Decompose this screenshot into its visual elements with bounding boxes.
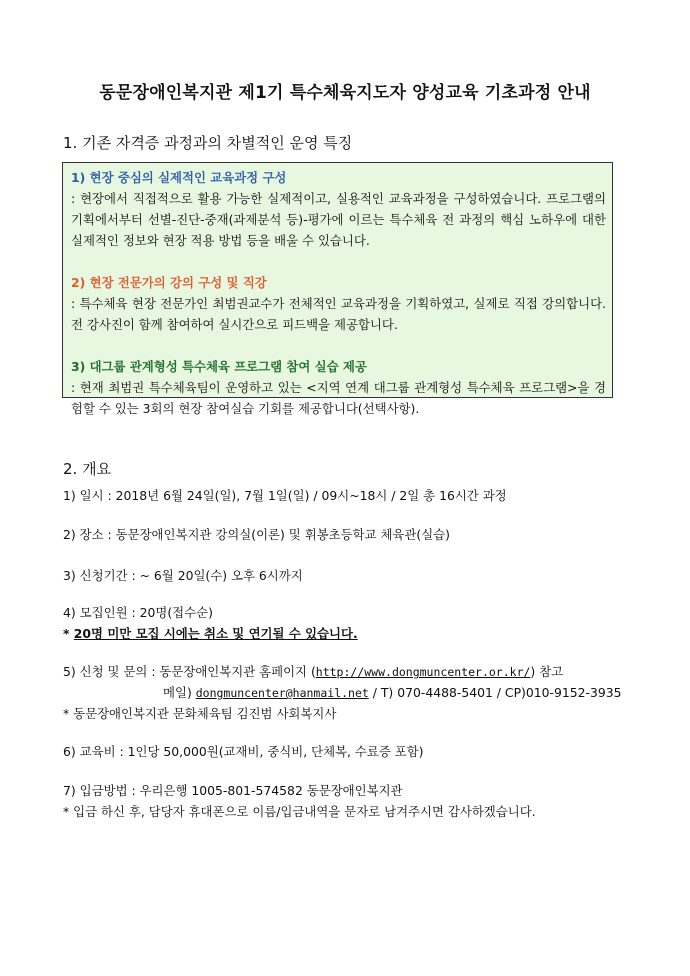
- recruit-note-bullet: *: [63, 626, 74, 641]
- inquiry-suffix: ) 참고: [530, 664, 564, 679]
- place-line: 2) 장소 : 동문장애인복지관 강의실(이론) 및 휘봉초등학교 체육관(실습): [63, 527, 450, 542]
- page-title: 동문장애인복지관 제1기 특수체육지도자 양성교육 기초과정 안내: [99, 83, 591, 103]
- features-box: [62, 162, 613, 416]
- recruit-note: [63, 624, 358, 642]
- feature-1-heading: 1) 현장 중심의 실제적인 교육과정 구성: [71, 170, 287, 185]
- feature-3-body: : 현재 최범권 특수체육팀이 운영하고 있는 <지역 연계 대그룹 관계형성 특수체육 프로그램>을 경험할 수 있는 3회의 현장 참여실습 기회를 제공합니다(선택사항).: [71, 380, 606, 416]
- email-suffix: / T) 070-4488-5401 / CP)010-9152-3935: [368, 685, 622, 700]
- inquiry-line: [63, 662, 563, 680]
- recruit-line: 4) 모집인원 : 20명(접수순): [63, 605, 213, 620]
- email-prefix: 메일): [163, 685, 196, 700]
- section1-heading: 1. 기존 자격증 과정과의 차별적인 운영 특징: [63, 134, 353, 152]
- feature-1-body: : 현장에서 직접적으로 활용 가능한 실제적이고, 실용적인 교육과정을 구성하였습니다. 프로그램의 기획에서부터 선별-진단-중재(과제분석 등)-평가에 이르는 특수체육 전 과정의 핵심 노하우에 대한 실제적인 정보와 현장 적용 방법 등을 배울 수 있습니다.: [71, 191, 606, 248]
- email-line: [63, 683, 622, 701]
- email-link[interactable]: dongmuncenter@hanmail.net: [195, 686, 369, 700]
- feature-3-heading: 3) 대그룹 관계형성 특수체육 프로그램 참여 실습 제공: [71, 359, 367, 374]
- section2-heading: 2. 개요: [63, 460, 112, 478]
- feature-2-heading: 2) 현장 전문가의 강의 구성 및 직강: [71, 275, 267, 290]
- deadline-line: 3) 신청기간 : ~ 6월 20일(수) 오후 6시까지: [63, 568, 303, 583]
- payment-note: * 입금 하신 후, 담당자 휴대폰으로 이름/입금내역을 문자로 남겨주시면 감사하겠습니다.: [63, 804, 536, 819]
- homepage-link[interactable]: http://www.dongmuncenter.or.kr/: [315, 665, 531, 679]
- inquiry-prefix: 5) 신청 및 문의 : 동문장애인복지관 홈페이지 (: [63, 664, 316, 679]
- fee-line: 6) 교육비 : 1인당 50,000원(교재비, 중식비, 단체복, 수료증 포함): [63, 744, 424, 759]
- recruit-note-text: 20명 미만 모집 시에는 취소 및 연기될 수 있습니다.: [73, 626, 358, 641]
- schedule-line: 1) 일시 : 2018년 6월 24일(일), 7월 1일(일) / 09시~18시 / 2일 총 16시간 과정: [63, 488, 507, 503]
- contact-note: * 동문장애인복지관 문화체육팀 김진범 사회복지사: [63, 706, 337, 721]
- feature-2-body: : 특수체육 현장 전문가인 최범권교수가 전체적인 교육과정을 기획하였고, 실제로 직접 강의합니다. 전 강사진이 함께 참여하여 실시간으로 피드백을 제공합니다.: [71, 296, 606, 332]
- payment-line: 7) 입금방법 : 우리은행 1005-801-574582 동문장애인복지관: [63, 783, 403, 798]
